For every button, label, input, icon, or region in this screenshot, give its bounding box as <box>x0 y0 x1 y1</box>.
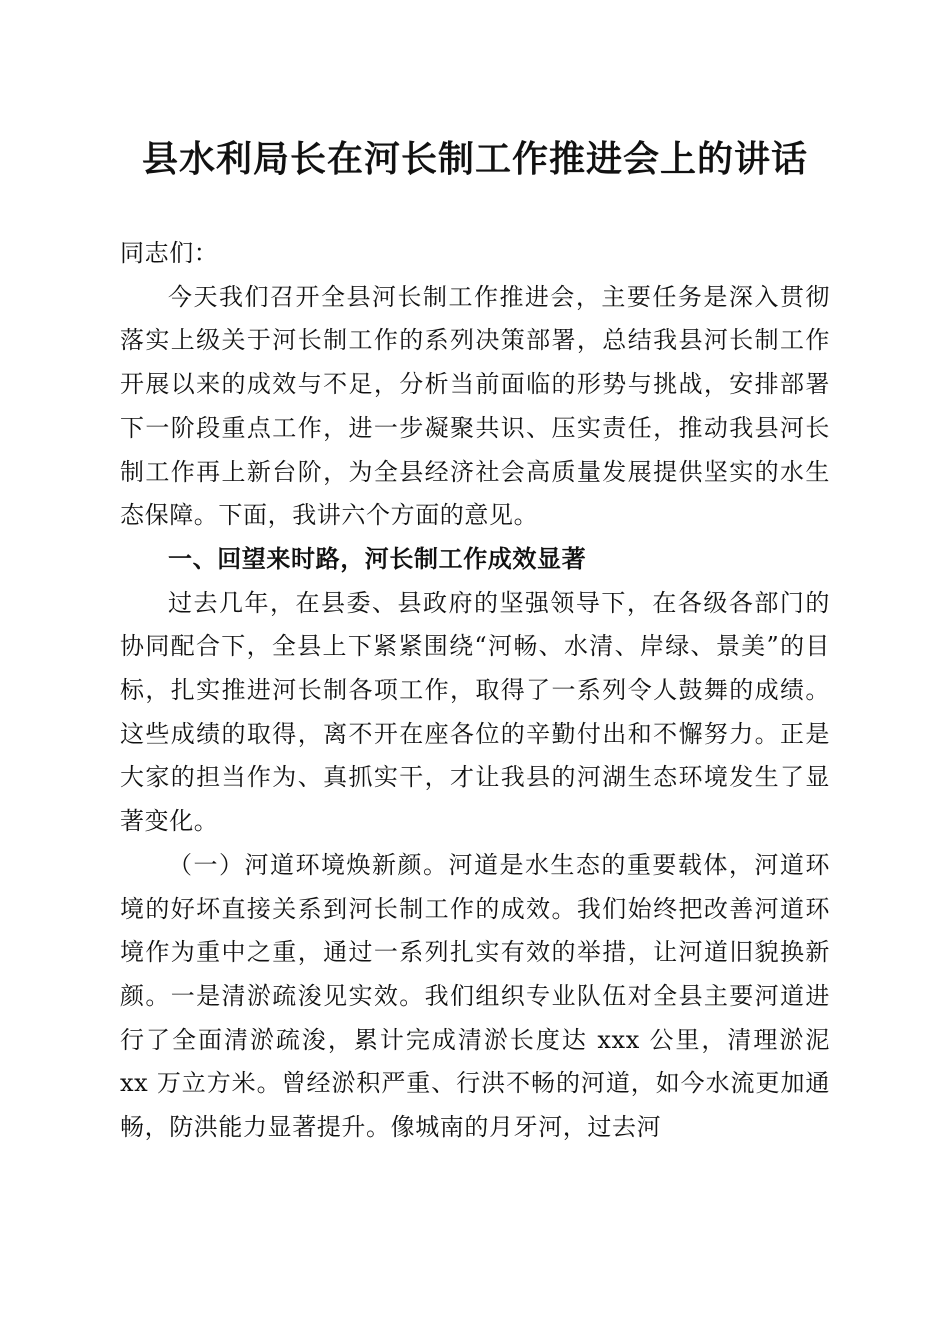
section-heading-1: 一、回望来时路，河长制工作成效显著 <box>168 544 587 573</box>
section-1-paragraph: 过去几年，在县委、县政府的坚强领导下，在各级各部门的协同配合下，全县上下紧紧围绕“河畅、水清、岸绿、景美”的目标，扎实推进河长制各项工作，取得了一系列令人鼓舞的成绩。这些成绩的取得，离不开在座各位的辛勤付出和不懈努力。正是大家的担当作为、真抓实干，才让我县的河湖生态环境发生了显著变化。 <box>120 588 830 836</box>
subsection-heading-1: （一）河道环境焕新颜。 <box>168 850 449 879</box>
subsection-1-paragraph <box>120 844 830 1150</box>
document-body <box>120 232 830 1150</box>
intro-paragraph: 今天我们召开全县河长制工作推进会，主要任务是深入贯彻落实上级关于河长制工作的系列决策部署，总结我县河长制工作开展以来的成效与不足，分析当前面临的形势与挑战，安排部署下一阶段重点工作，进一步凝聚共识、压实责任，推动我县河长制工作再上新台阶，为全县经济社会高质量发展提供坚实的水生态保障。下面，我讲六个方面的意见。 <box>120 282 830 530</box>
salutation: 同志们： <box>120 239 219 267</box>
subsection-1-text: 河道是水生态的重要载体，河道环境的好坏直接关系到河长制工作的成效。我们始终把改善河道环境作为重中之重，通过一系列扎实有效的举措，让河道旧貌换新颜。一是清淤疏浚见实效。我们组织专业队伍对全县主要河道进行了全面清淤疏浚，累计完成清淤长度达 xxx 公里，清理淤泥 xx 万立方米。曾经淤积严重、行洪不畅的河道，如今水流更加通畅，防洪能力显著提升。像城南的月牙河，过去河 <box>120 850 830 1142</box>
document-title: 县水利局长在河长制工作推进会上的讲话 <box>141 138 808 180</box>
